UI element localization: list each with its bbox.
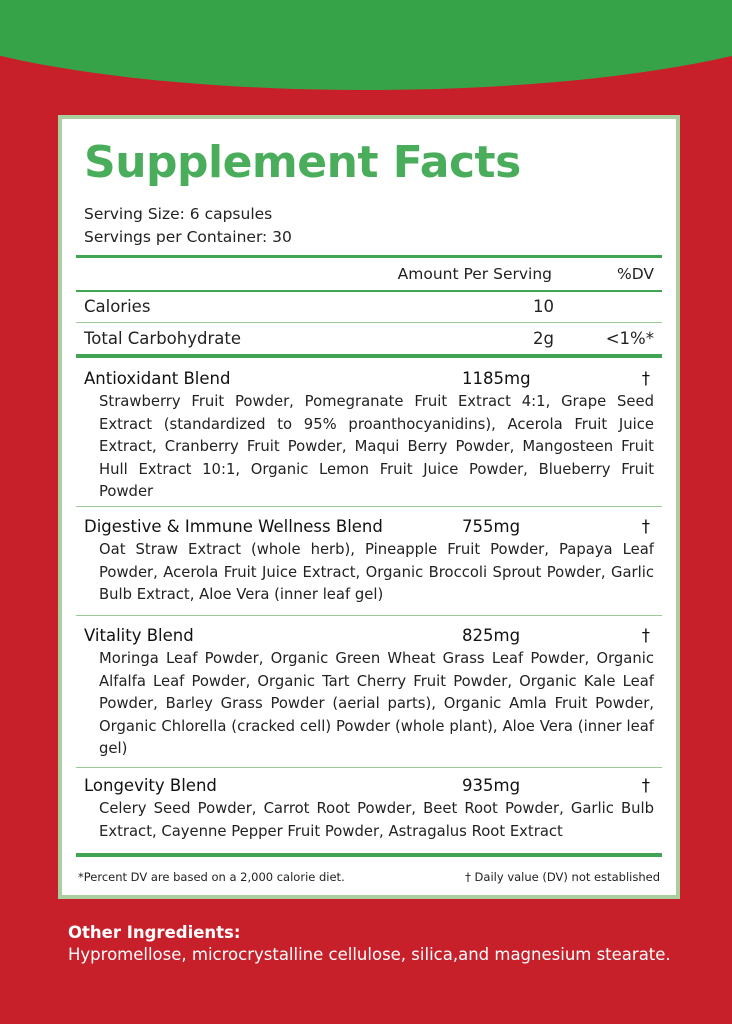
dagger-mark: † bbox=[641, 369, 650, 388]
nutrient-dv: <1%* bbox=[605, 329, 654, 348]
blend-amount: 825mg bbox=[462, 626, 521, 645]
blend-longevity bbox=[84, 776, 654, 843]
blend-antioxidant bbox=[84, 369, 654, 504]
dagger-mark: † bbox=[641, 776, 650, 795]
nutrient-amount: 10 bbox=[533, 297, 554, 316]
blend-amount: 1185mg bbox=[462, 369, 531, 388]
serving-size: Serving Size: 6 capsules bbox=[84, 205, 273, 223]
dagger-mark: † bbox=[641, 517, 650, 536]
blend-divider bbox=[76, 767, 662, 768]
percent-dv-footnote: *Percent DV are based on a 2,000 calorie diet. bbox=[78, 870, 345, 884]
blend-header bbox=[84, 517, 654, 539]
panel-title: Supplement Facts bbox=[84, 137, 521, 188]
blend-ingredients: Moringa Leaf Powder, Organic Green Wheat Grass Leaf Powder, Organic Alfalfa Leaf Powder, Organic Tart Cherry Fruit Powder, Organic Kale Leaf Powder, Barley Grass Powder (aerial parts), Organic Amla Fruit Powder, Organic Chlorella (cracked cell) Powder (whole plant), Aloe Vera (inner leaf gel) bbox=[99, 650, 654, 758]
top-green-band bbox=[0, 0, 732, 90]
blend-ingredients: Celery Seed Powder, Carrot Root Powder, Beet Root Powder, Garlic Bulb Extract, Cayenne Pepper Fruit Powder, Astragalus Root Extract bbox=[99, 800, 654, 840]
blend-ingredients: Strawberry Fruit Powder, Pomegranate Fruit Extract 4:1, Grape Seed Extract (standardized to 95% proanthocyanidins), Acerola Fruit Juice Extract, Cranberry Fruit Powder, Maqui Berry Powder, Mangosteen Fruit Hull Extract 10:1, Organic Lemon Fruit Juice Powder, Blueberry Fruit Powder bbox=[99, 393, 654, 501]
blend-divider bbox=[76, 615, 662, 616]
other-ingredients-heading: Other Ingredients: bbox=[68, 923, 241, 942]
blend-name: Antioxidant Blend bbox=[84, 369, 231, 388]
nutrient-amount: 2g bbox=[533, 329, 554, 348]
blend-name: Vitality Blend bbox=[84, 626, 194, 645]
blend-name: Longevity Blend bbox=[84, 776, 217, 795]
dagger-mark: † bbox=[641, 626, 650, 645]
dv-not-established-footnote: † Daily value (DV) not established bbox=[465, 870, 660, 884]
table-bottom-rule bbox=[76, 853, 662, 857]
nutrient-row-carbohydrate bbox=[84, 329, 654, 353]
blend-digestive-immune bbox=[84, 517, 654, 607]
dv-header: %DV bbox=[617, 265, 654, 283]
servings-per-container: Servings per Container: 30 bbox=[84, 228, 292, 246]
blend-header bbox=[84, 626, 654, 648]
table-header bbox=[84, 265, 654, 289]
nutrient-row-calories bbox=[84, 297, 654, 321]
blend-amount: 935mg bbox=[462, 776, 521, 795]
nutrients-bottom-rule bbox=[76, 354, 662, 358]
blend-divider bbox=[76, 506, 662, 507]
header-rule bbox=[76, 255, 662, 258]
nutrient-name: Total Carbohydrate bbox=[84, 329, 241, 348]
blend-amount: 755mg bbox=[462, 517, 521, 536]
blend-header bbox=[84, 776, 654, 798]
row-divider bbox=[76, 322, 662, 323]
blend-header bbox=[84, 369, 654, 391]
table-header-rule bbox=[76, 290, 662, 292]
other-ingredients bbox=[68, 922, 671, 966]
supplement-facts-panel bbox=[58, 115, 680, 899]
blend-vitality bbox=[84, 626, 654, 761]
other-ingredients-text: Hypromellose, microcrystalline cellulose, silica,and magnesium stearate. bbox=[68, 945, 671, 964]
blend-name: Digestive & Immune Wellness Blend bbox=[84, 517, 383, 536]
nutrient-name: Calories bbox=[84, 297, 151, 316]
blend-ingredients: Oat Straw Extract (whole herb), Pineapple Fruit Powder, Papaya Leaf Powder, Acerola Fruit Juice Extract, Organic Broccoli Sprout Powder, Garlic Bulb Extract, Aloe Vera (inner leaf gel) bbox=[99, 541, 654, 604]
amount-per-serving-header: Amount Per Serving bbox=[397, 265, 552, 283]
